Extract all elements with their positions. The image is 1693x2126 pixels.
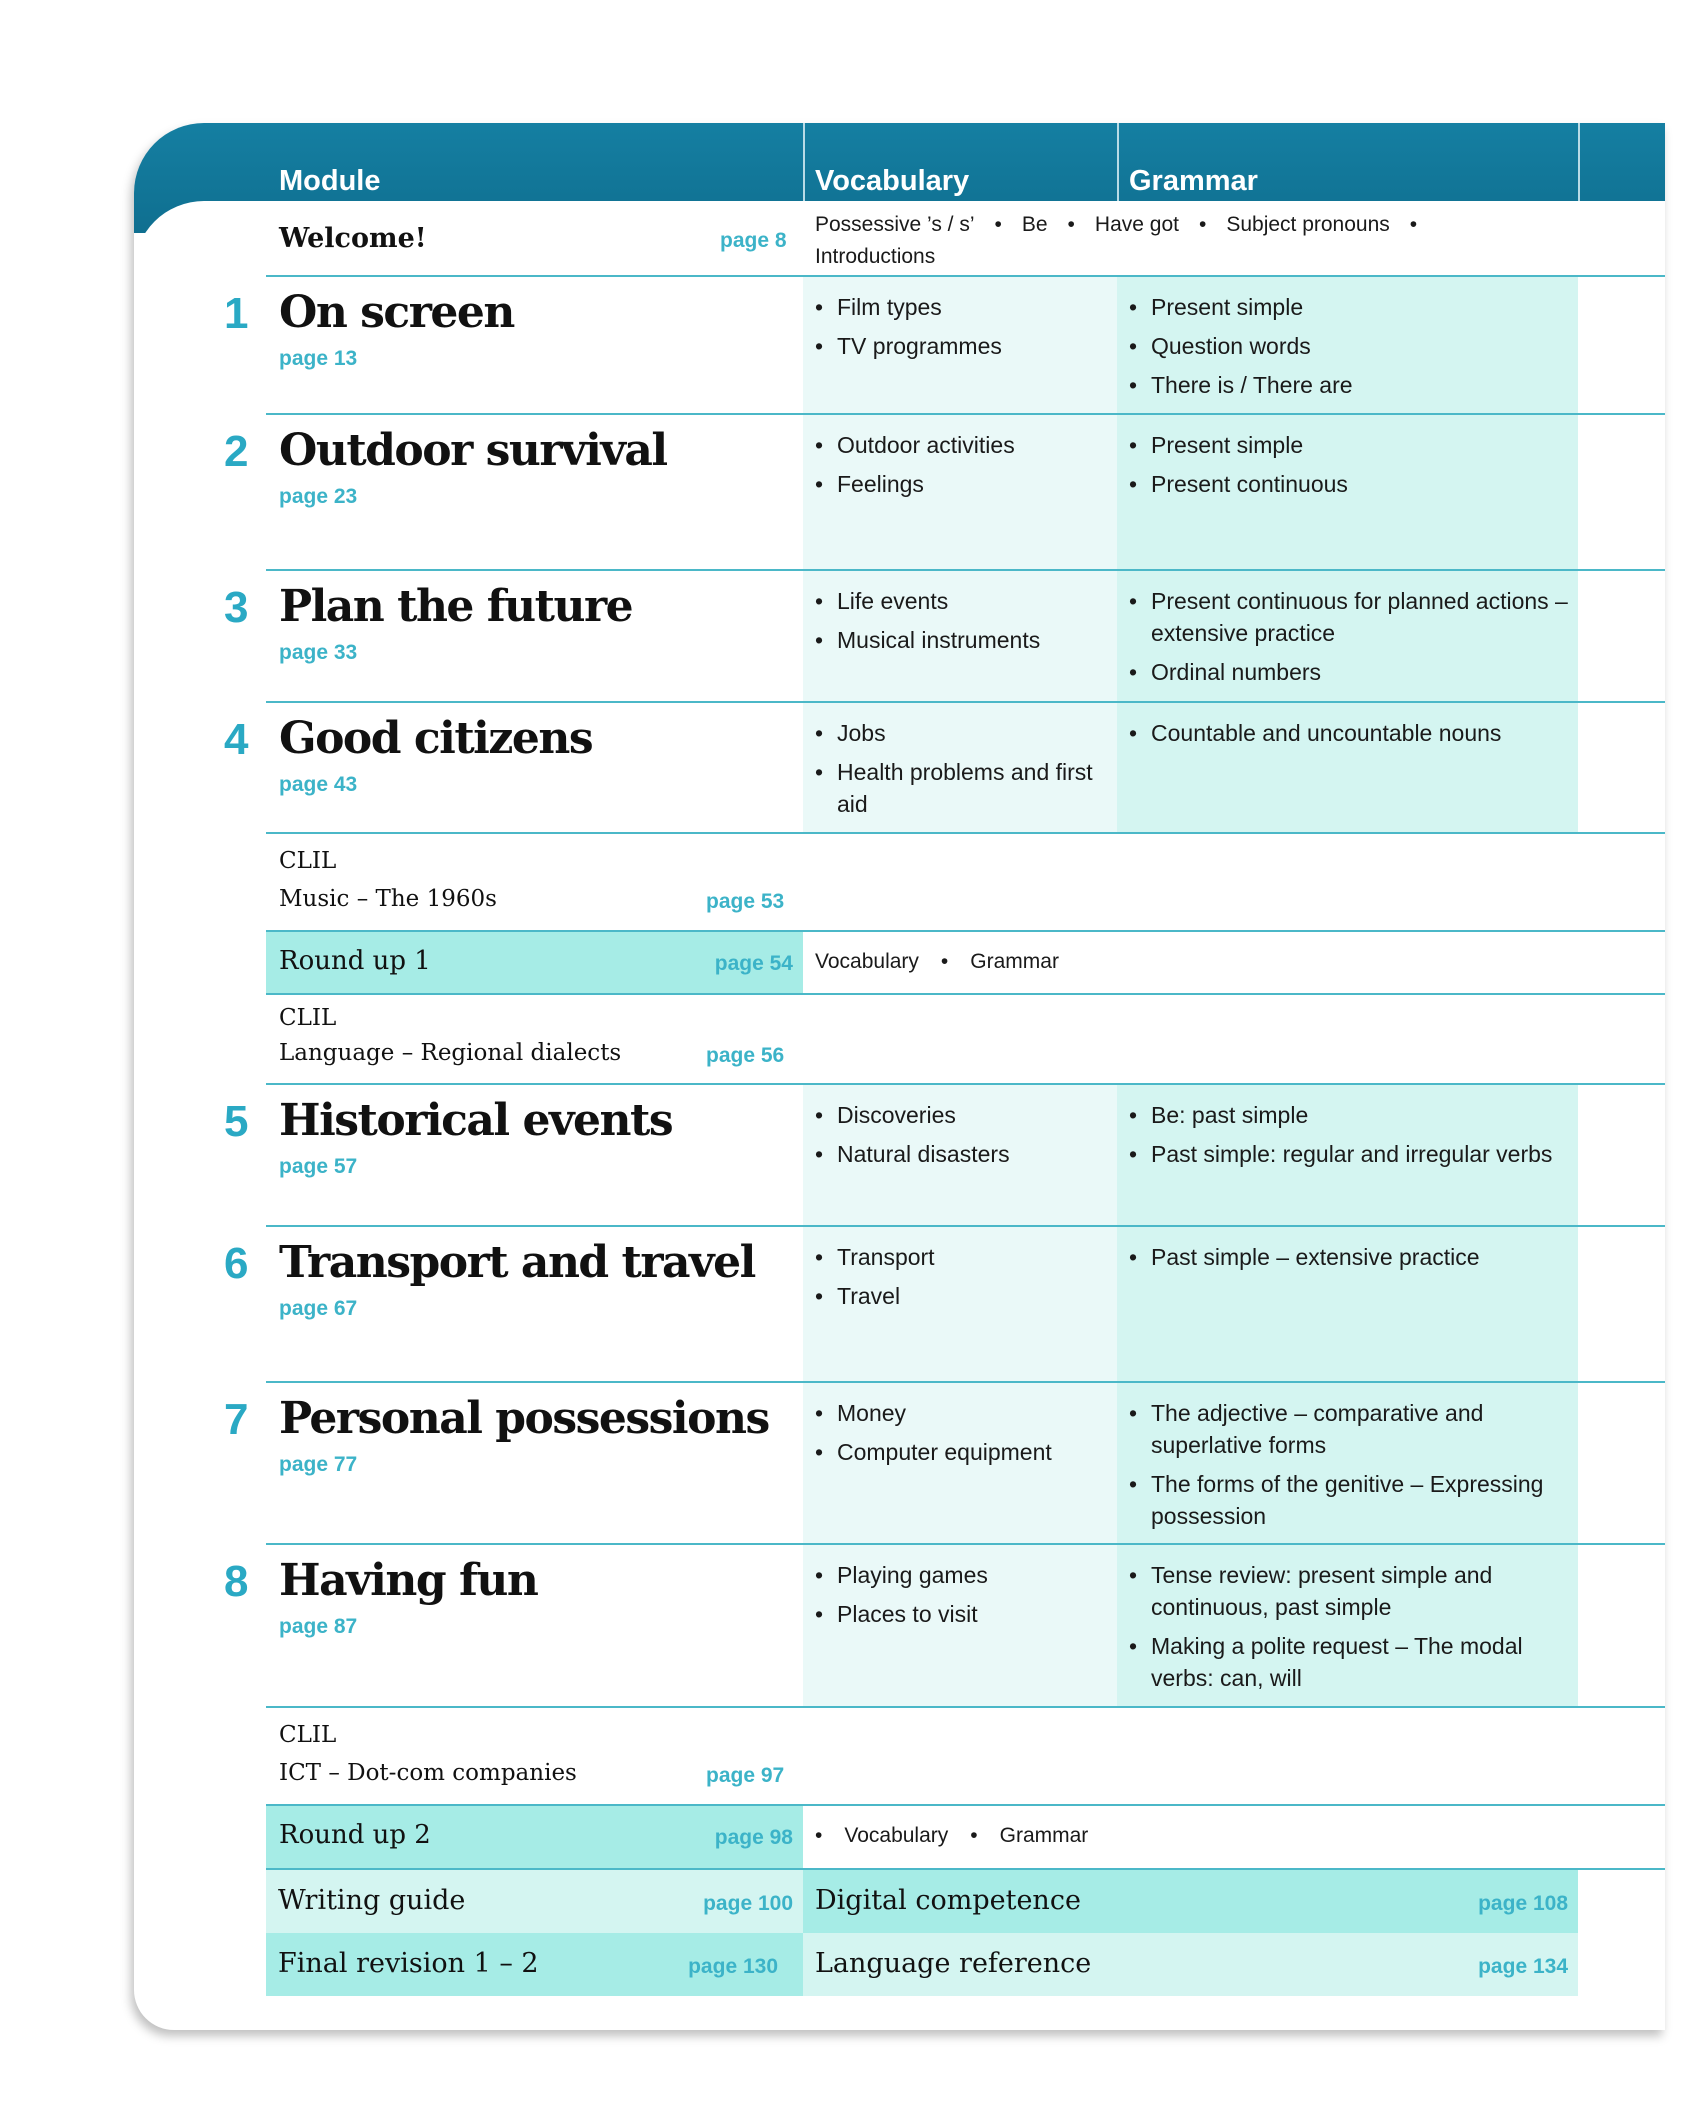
welcome-items: [815, 209, 1535, 273]
module-page[interactable]: page 87: [279, 1615, 358, 1638]
vocabulary-item: • Discoveries: [815, 1099, 1117, 1131]
bullet-separator: •: [1067, 213, 1075, 236]
welcome-title[interactable]: Welcome!: [279, 223, 427, 254]
header-grammar: Grammar: [1117, 123, 1578, 201]
module-number: 3: [224, 583, 249, 632]
clil-title[interactable]: Language – Regional dialects: [279, 1040, 622, 1066]
module-title[interactable]: Good citizens: [279, 713, 593, 764]
welcome-page[interactable]: page 8: [720, 229, 787, 252]
footer-page: page 134: [1478, 1955, 1568, 1978]
footer-title: Digital competence: [815, 1885, 1081, 1916]
module-page[interactable]: page 67: [279, 1297, 358, 1320]
module-cell: [224, 415, 803, 569]
clil-page[interactable]: page 97: [706, 1764, 785, 1787]
header-vocabulary: Vocabulary: [803, 123, 1117, 201]
roundup-items: [815, 950, 1059, 974]
module-number: 2: [224, 427, 249, 476]
grammar-item: • Be: past simple: [1129, 1099, 1578, 1131]
vocabulary-cell: [803, 277, 1117, 413]
module-cell: [224, 1085, 803, 1225]
clil-label: CLIL: [279, 848, 337, 874]
vocabulary-cell: [803, 415, 1117, 569]
roundup-row: [266, 1806, 1665, 1870]
module-page[interactable]: page 43: [279, 773, 358, 796]
header-module: Module: [279, 165, 381, 197]
module-title[interactable]: Transport and travel: [279, 1237, 755, 1288]
clil-page[interactable]: page 56: [706, 1044, 785, 1067]
grammar-cell: [1117, 1545, 1578, 1706]
grammar-item: • Present continuous for planned actions – extensive practice: [1129, 585, 1578, 649]
module-page[interactable]: page 77: [279, 1453, 358, 1476]
roundup-title[interactable]: Round up 1: [279, 946, 431, 976]
clil-label: CLIL: [279, 1722, 337, 1748]
vocabulary-item: • Film types: [815, 291, 1117, 323]
grammar-item: • Making a polite request – The modal verbs: can, will: [1129, 1630, 1578, 1694]
footer-title: Language reference: [815, 1948, 1092, 1979]
vocabulary-item: • Health problems and first aid: [815, 756, 1117, 820]
module-cell: [224, 703, 803, 832]
footer-page: page 100: [703, 1892, 793, 1915]
bullet-separator: •: [1198, 213, 1207, 236]
module-number: 1: [224, 289, 249, 338]
vocabulary-item: • Natural disasters: [815, 1138, 1117, 1170]
vocabulary-item: • Playing games: [815, 1559, 1117, 1591]
module-number: 6: [224, 1239, 249, 1288]
roundup-cell: [266, 1806, 803, 1868]
grammar-item: • Present simple: [1129, 291, 1578, 323]
grammar-cell: [1117, 571, 1578, 701]
vocabulary-item: • Money: [815, 1397, 1117, 1429]
bullet-separator: •: [994, 213, 1002, 236]
roundup-row: [266, 932, 1665, 995]
header-extra-column: [1578, 123, 1665, 201]
welcome-item: Be: [1021, 213, 1048, 236]
grammar-cell: [1117, 703, 1578, 832]
grammar-item: • Tense review: present simple and continuous, past simple: [1129, 1559, 1578, 1623]
roundup-items: [815, 1824, 1088, 1848]
clil-title[interactable]: Music – The 1960s: [279, 886, 497, 912]
module-row-3: [224, 571, 1665, 703]
module-number: 7: [224, 1395, 249, 1444]
footer-link-language-reference[interactable]: [803, 1933, 1578, 1996]
roundup-page[interactable]: page 54: [714, 952, 793, 975]
vocabulary-item: • Travel: [815, 1280, 1117, 1312]
footer-link-final-revision-1-2[interactable]: [266, 1933, 803, 1996]
module-row-8: [224, 1545, 1665, 1708]
module-row-1: [224, 277, 1665, 415]
roundup-cell: [266, 932, 803, 993]
module-title[interactable]: Having fun: [279, 1555, 538, 1606]
clil-row: [266, 1708, 1665, 1806]
grammar-cell: [1117, 415, 1578, 569]
vocabulary-cell: [803, 1085, 1117, 1225]
module-cell: [224, 277, 803, 413]
footer-title: Final revision 1 – 2: [278, 1948, 539, 1979]
roundup-page[interactable]: page 98: [714, 1826, 793, 1849]
module-number: 8: [224, 1557, 249, 1606]
footer-link-digital-competence[interactable]: [803, 1870, 1578, 1933]
footer-title: Writing guide: [278, 1885, 466, 1916]
module-row-5: [224, 1085, 1665, 1227]
grammar-item: • Countable and uncountable nouns: [1129, 717, 1578, 749]
vocabulary-cell: [803, 1227, 1117, 1381]
welcome-item: Subject pronouns: [1226, 213, 1390, 236]
roundup-title[interactable]: Round up 2: [279, 1820, 431, 1850]
vocabulary-item: • Transport: [815, 1241, 1117, 1273]
module-number: 5: [224, 1097, 249, 1146]
grammar-item: • Present simple: [1129, 429, 1578, 461]
vocabulary-cell: [803, 1545, 1117, 1706]
module-title[interactable]: Personal possessions: [279, 1393, 769, 1444]
roundup-item: Vocabulary: [844, 1824, 949, 1847]
grammar-cell: [1117, 1383, 1578, 1543]
vocabulary-item: • TV programmes: [815, 330, 1117, 362]
module-page[interactable]: page 13: [279, 347, 358, 370]
bullet-separator: •: [1409, 213, 1418, 236]
welcome-row: [266, 201, 1665, 277]
footer-page: page 130: [688, 1955, 778, 1978]
footer-link-writing-guide[interactable]: [266, 1870, 803, 1933]
roundup-item: Vocabulary: [815, 950, 919, 973]
footer-page: page 108: [1478, 1892, 1568, 1915]
module-page[interactable]: page 33: [279, 641, 358, 664]
grammar-item: • The forms of the genitive – Expressing possession: [1129, 1468, 1578, 1532]
module-title[interactable]: On screen: [279, 287, 514, 338]
grammar-item: • Past simple – extensive practice: [1129, 1241, 1578, 1273]
grammar-item: • There is / There are: [1129, 369, 1578, 401]
grammar-item: • Question words: [1129, 330, 1578, 362]
module-title[interactable]: Plan the future: [279, 581, 633, 632]
roundup-item: Grammar: [970, 950, 1059, 973]
vocabulary-item: • Computer equipment: [815, 1436, 1117, 1468]
grammar-item: • Ordinal numbers: [1129, 656, 1578, 688]
module-cell: [224, 1545, 803, 1706]
module-number: 4: [224, 715, 249, 764]
clil-row: [266, 995, 1665, 1085]
module-row-7: [224, 1383, 1665, 1545]
module-row-6: [224, 1227, 1665, 1383]
vocabulary-item: • Musical instruments: [815, 624, 1117, 656]
vocabulary-item: • Jobs: [815, 717, 1117, 749]
grammar-cell: [1117, 1085, 1578, 1225]
module-title[interactable]: Historical events: [279, 1095, 673, 1146]
vocabulary-cell: [803, 703, 1117, 832]
clil-title[interactable]: ICT – Dot-com companies: [279, 1760, 577, 1786]
grammar-cell: [1117, 277, 1578, 413]
vocabulary-cell: [803, 1383, 1117, 1543]
grammar-cell: [1117, 1227, 1578, 1381]
module-cell: [224, 571, 803, 701]
module-cell: [224, 1227, 803, 1381]
bullet-separator: •: [815, 1824, 823, 1847]
welcome-item: Introductions: [815, 245, 936, 268]
vocabulary-item: • Life events: [815, 585, 1117, 617]
vocabulary-item: • Feelings: [815, 468, 1117, 500]
vocabulary-item: • Places to visit: [815, 1598, 1117, 1630]
module-title[interactable]: Outdoor survival: [279, 425, 667, 476]
clil-page[interactable]: page 53: [706, 890, 785, 913]
clil-row: [266, 834, 1665, 932]
welcome-item: Have got: [1094, 213, 1179, 236]
grammar-item: • The adjective – comparative and superlative forms: [1129, 1397, 1578, 1461]
module-cell: [224, 1383, 803, 1543]
grammar-item: • Present continuous: [1129, 468, 1578, 500]
bullet-separator: •: [970, 1824, 978, 1847]
module-row-4: [224, 703, 1665, 834]
module-page[interactable]: page 57: [279, 1155, 358, 1178]
clil-label: CLIL: [279, 1005, 337, 1031]
grammar-item: • Past simple: regular and irregular verbs: [1129, 1138, 1578, 1170]
vocabulary-cell: [803, 571, 1117, 701]
vocabulary-item: • Outdoor activities: [815, 429, 1117, 461]
roundup-item: Grammar: [999, 1824, 1089, 1847]
bullet-separator: •: [940, 950, 949, 973]
module-page[interactable]: page 23: [279, 485, 358, 508]
module-row-2: [224, 415, 1665, 571]
welcome-item: Possessive ’s / s’: [815, 213, 975, 236]
